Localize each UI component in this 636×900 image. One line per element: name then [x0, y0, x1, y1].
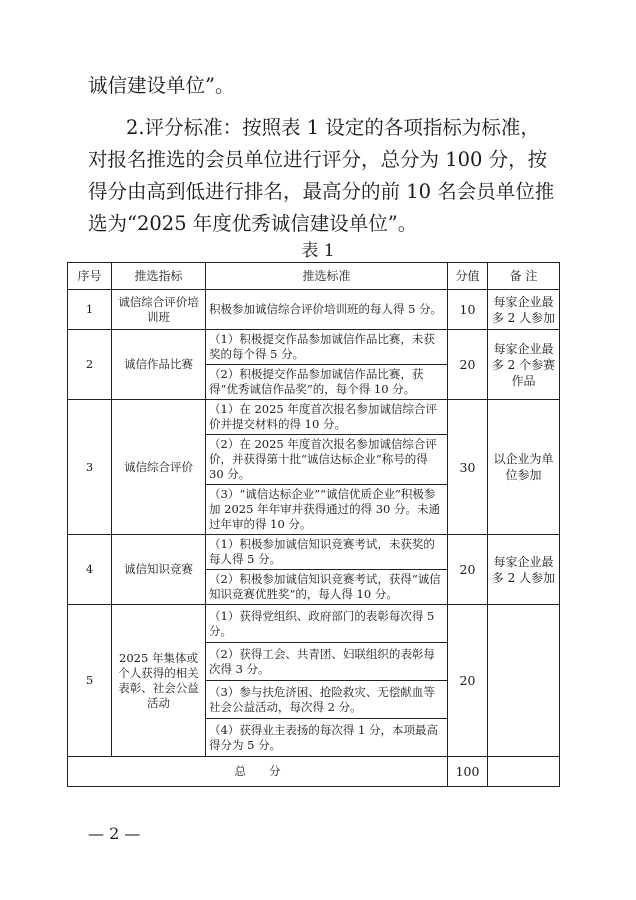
row-indicator: 诚信综合评价培训班	[112, 290, 206, 330]
row-note: 每家企业最多 2 个参赛作品	[488, 330, 560, 400]
row-criterion: （3）参与扶危济困、抢险救灾、无偿献血等社会公益活动，每次得 2 分。	[206, 681, 448, 719]
row-criterion: （1）在 2025 年度首次报名参加诚信综合评价并提交材料的得 10 分。	[206, 400, 448, 435]
row-note: 每家企业最多 2 人参加	[488, 535, 560, 605]
table-header-row	[68, 263, 560, 290]
row-number: 4	[68, 535, 112, 605]
table-row	[68, 535, 560, 570]
row-number: 1	[68, 290, 112, 330]
row-indicator: 诚信作品比赛	[112, 330, 206, 400]
header-score: 分值	[448, 263, 488, 290]
row-note: 以企业为单位参加	[488, 400, 560, 535]
row-number: 3	[68, 400, 112, 535]
paragraph-scoring-standard: 2.评分标准：按照表 1 设定的各项指标为标准，对报名推选的会员单位进行评分，总分为 100 分，按得分由高到低进行排名，最高分的前 10 名会员单位推选为“2025 年度优秀诚信建设单位”。	[88, 116, 555, 235]
paragraph-continuation: 诚信建设单位”。	[88, 74, 235, 97]
row-criterion: （1）积极参加诚信知识竞赛考试，未获奖的每人得 5 分。	[206, 535, 448, 570]
header-indicator: 推选指标	[112, 263, 206, 290]
table-total-row	[68, 757, 560, 787]
row-criterion: 积极参加诚信综合评价培训班的每人得 5 分。	[206, 290, 448, 330]
row-score: 20	[448, 330, 488, 400]
row-criterion: （2）在 2025 年度首次报名参加诚信综合评价，并获得第十批“诚信达标企业”称号的得 30 分。	[206, 435, 448, 485]
row-indicator: 诚信知识竞赛	[112, 535, 206, 605]
table-row	[68, 400, 560, 435]
total-score: 100	[448, 757, 488, 787]
header-standard: 推选标准	[206, 263, 448, 290]
header-no: 序号	[68, 263, 112, 290]
table-caption: 表 1	[301, 241, 335, 261]
row-criterion: （2）获得工会、共青团、妇联组织的表彰每次得 3 分。	[206, 643, 448, 681]
row-note	[488, 605, 560, 757]
total-label: 总 分	[68, 757, 448, 787]
row-note: 每家企业最多 2 人参加	[488, 290, 560, 330]
row-score: 30	[448, 400, 488, 535]
row-indicator: 诚信综合评价	[112, 400, 206, 535]
row-score: 20	[448, 535, 488, 605]
header-note: 备 注	[488, 263, 560, 290]
table-row	[68, 605, 560, 643]
row-number: 2	[68, 330, 112, 400]
row-criterion: （1）获得党组织、政府部门的表彰每次得 5 分。	[206, 605, 448, 643]
row-score: 10	[448, 290, 488, 330]
table-row	[68, 330, 560, 365]
scoring-table	[67, 262, 560, 787]
row-criterion: （1）积极提交作品参加诚信作品比赛，未获奖的每个得 5 分。	[206, 330, 448, 365]
table-row	[68, 290, 560, 330]
row-criterion: （2）积极提交作品参加诚信作品比赛，获得“优秀诚信作品奖”的，每个得 10 分。	[206, 365, 448, 400]
row-score: 20	[448, 605, 488, 757]
total-note-empty	[488, 757, 560, 787]
row-number: 5	[68, 605, 112, 757]
row-indicator: 2025 年集体或个人获得的相关表彰、社会公益活动	[112, 605, 206, 757]
row-criterion: （2）积极参加诚信知识竞赛考试，获得“诚信知识竞赛优胜奖”的，每人得 10 分。	[206, 570, 448, 605]
row-criterion: （4）获得业主表扬的每次得 1 分，本项最高得分为 5 分。	[206, 719, 448, 757]
page-number: — 2 —	[88, 824, 141, 843]
row-criterion: （3）“诚信达标企业”“诚信优质企业”积极参加 2025 年年审并获得通过的得 30 分。未通过年审的得 10 分。	[206, 485, 448, 535]
